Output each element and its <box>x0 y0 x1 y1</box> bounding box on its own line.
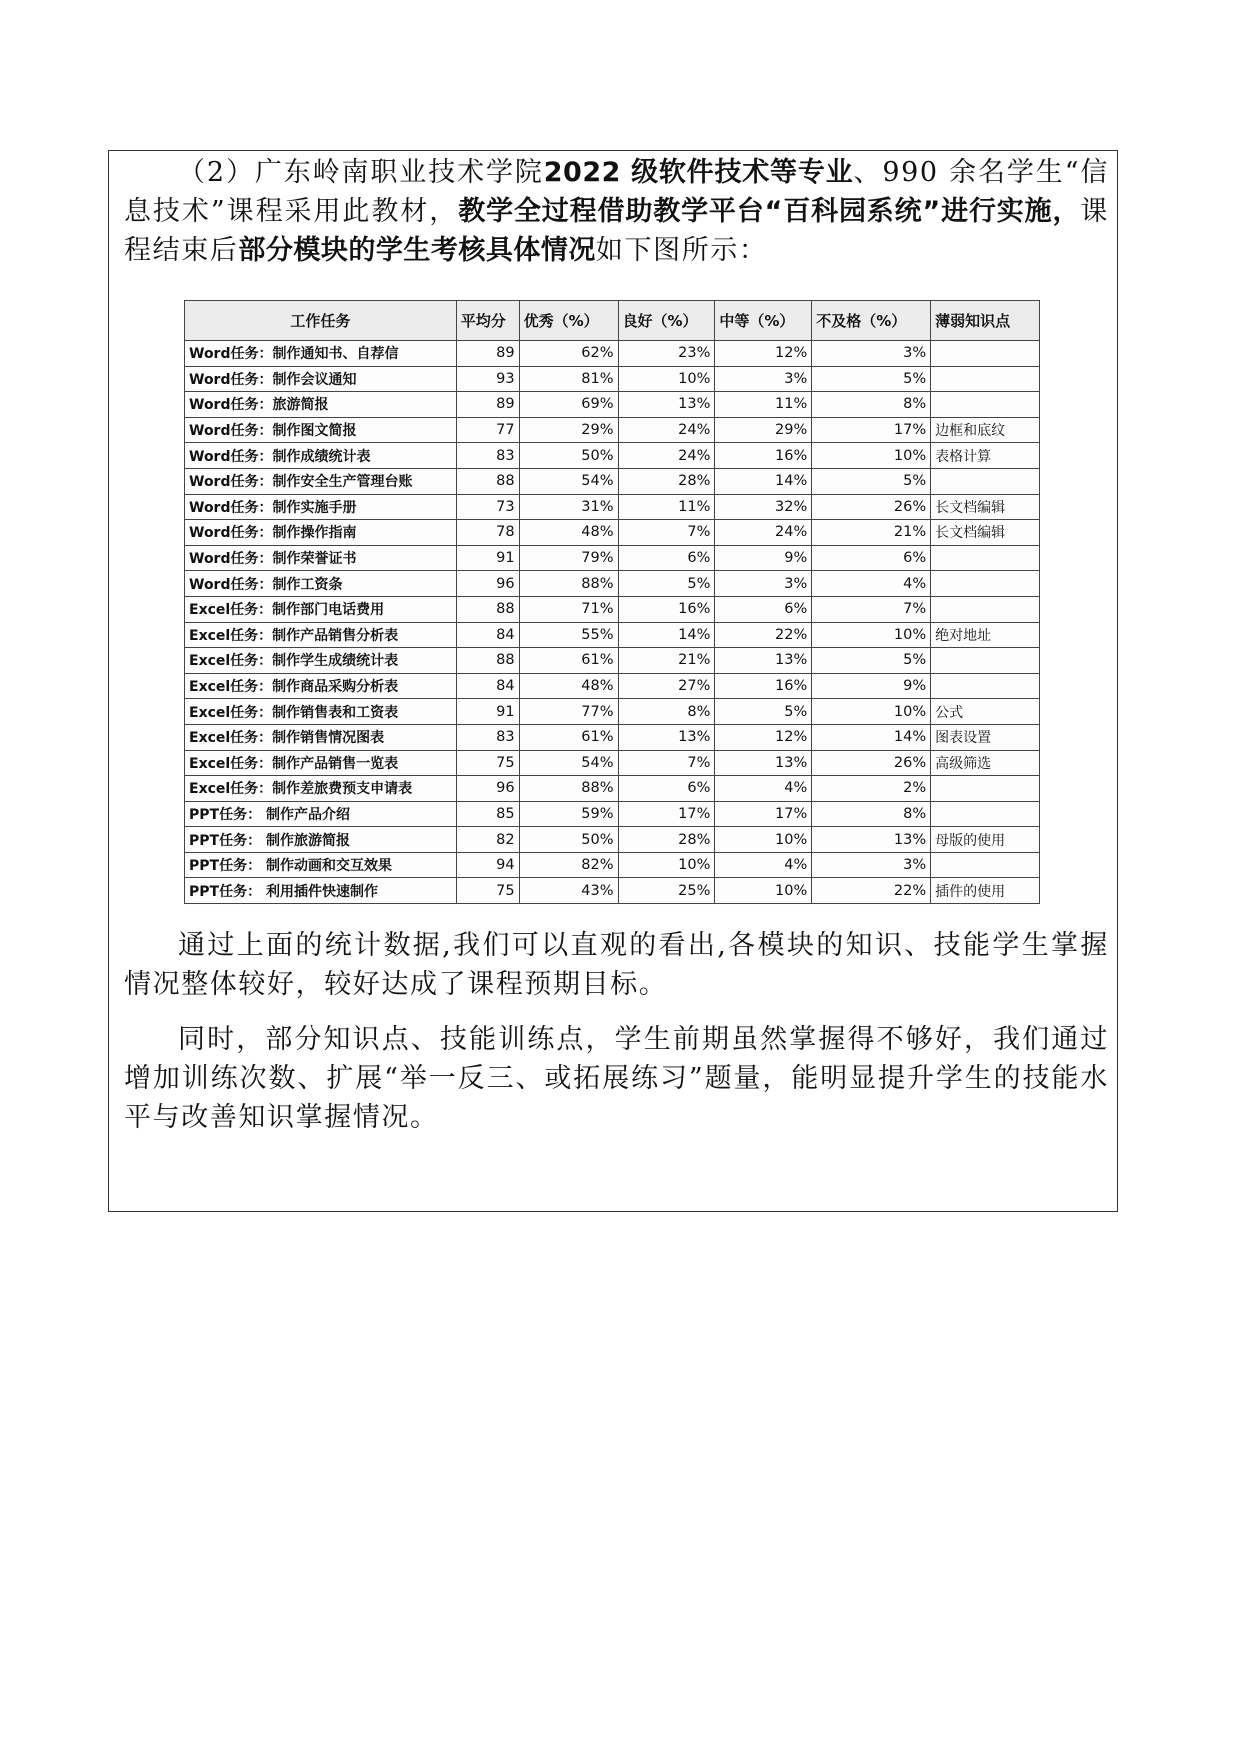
cell-good: 7% <box>618 750 715 776</box>
cell-task: Excel任务：制作产品销售分析表 <box>185 622 457 648</box>
cell-task: Excel任务：制作商品采购分析表 <box>185 673 457 699</box>
assessment-table <box>184 300 1040 904</box>
cell-excellent: 79% <box>519 545 618 571</box>
cell-avg: 88 <box>456 648 519 674</box>
cell-weak <box>931 468 1040 494</box>
cell-excellent: 62% <box>519 341 618 367</box>
cell-task: Word任务：制作实施手册 <box>185 494 457 520</box>
cell-task: Word任务：制作安全生产管理台账 <box>185 468 457 494</box>
cell-avg: 78 <box>456 520 519 546</box>
cell-task: Excel任务：制作销售情况图表 <box>185 724 457 750</box>
cell-weak <box>931 776 1040 802</box>
cell-task: Word任务：制作通知书、自荐信 <box>185 341 457 367</box>
table-row <box>185 392 1040 418</box>
cell-weak: 母版的使用 <box>931 827 1040 853</box>
table-row <box>185 673 1040 699</box>
cell-good: 13% <box>618 724 715 750</box>
cell-weak: 长文档编辑 <box>931 494 1040 520</box>
cell-avg: 84 <box>456 673 519 699</box>
cell-fail: 4% <box>812 571 931 597</box>
cell-good: 17% <box>618 801 715 827</box>
cell-excellent: 61% <box>519 648 618 674</box>
cell-good: 23% <box>618 341 715 367</box>
assessment-table-image <box>184 300 1040 905</box>
cell-fail: 9% <box>812 673 931 699</box>
cell-medium: 16% <box>715 673 812 699</box>
cell-medium: 16% <box>715 443 812 469</box>
table-row <box>185 622 1040 648</box>
cell-good: 16% <box>618 596 715 622</box>
cell-weak: 边框和底纹 <box>931 417 1040 443</box>
cell-weak <box>931 545 1040 571</box>
cell-excellent: 88% <box>519 571 618 597</box>
table-row <box>185 341 1040 367</box>
cell-avg: 91 <box>456 545 519 571</box>
table-row <box>185 852 1040 878</box>
cell-medium: 9% <box>715 545 812 571</box>
table-row <box>185 648 1040 674</box>
cell-fail: 3% <box>812 341 931 367</box>
cell-avg: 96 <box>456 571 519 597</box>
cell-good: 28% <box>618 827 715 853</box>
cell-weak: 插件的使用 <box>931 878 1040 904</box>
cell-fail: 10% <box>812 622 931 648</box>
cell-fail: 10% <box>812 443 931 469</box>
cell-medium: 3% <box>715 571 812 597</box>
cell-medium: 32% <box>715 494 812 520</box>
cell-medium: 6% <box>715 596 812 622</box>
cell-avg: 93 <box>456 366 519 392</box>
cell-fail: 26% <box>812 494 931 520</box>
cell-fail: 8% <box>812 392 931 418</box>
table-row <box>185 596 1040 622</box>
cell-avg: 96 <box>456 776 519 802</box>
cell-medium: 13% <box>715 648 812 674</box>
table-row <box>185 827 1040 853</box>
cell-medium: 12% <box>715 341 812 367</box>
cell-task: Excel任务：制作学生成绩统计表 <box>185 648 457 674</box>
cell-good: 13% <box>618 392 715 418</box>
cell-fail: 21% <box>812 520 931 546</box>
table-row <box>185 468 1040 494</box>
cell-medium: 17% <box>715 801 812 827</box>
table-row <box>185 699 1040 725</box>
cell-good: 24% <box>618 417 715 443</box>
table-header-row <box>185 301 1040 341</box>
cell-task: Word任务：制作操作指南 <box>185 520 457 546</box>
cell-avg: 75 <box>456 750 519 776</box>
cell-avg: 89 <box>456 341 519 367</box>
cell-good: 14% <box>618 622 715 648</box>
conclusion-paragraph-1: 通过上面的统计数据,我们可以直观的看出,各模块的知识、技能学生掌握情况整体较好，较好达成了课程预期目标。 <box>124 930 1109 1000</box>
cell-excellent: 77% <box>519 699 618 725</box>
cell-excellent: 50% <box>519 827 618 853</box>
cell-excellent: 82% <box>519 852 618 878</box>
cell-excellent: 31% <box>519 494 618 520</box>
cell-good: 6% <box>618 776 715 802</box>
cell-fail: 14% <box>812 724 931 750</box>
cell-medium: 4% <box>715 852 812 878</box>
cell-weak <box>931 852 1040 878</box>
cell-excellent: 50% <box>519 443 618 469</box>
intro-grade-bold: 2022 级软件技术等专业 <box>543 157 854 188</box>
cell-excellent: 81% <box>519 366 618 392</box>
cell-weak: 高级筛选 <box>931 750 1040 776</box>
table-row <box>185 494 1040 520</box>
cell-avg: 83 <box>456 724 519 750</box>
cell-medium: 5% <box>715 699 812 725</box>
intro-prefix: （2）广东岭南职业技术学院 <box>178 157 544 188</box>
cell-task: Word任务：旅游简报 <box>185 392 457 418</box>
intro-after: 课程结束后 <box>124 196 1109 266</box>
cell-task: PPT任务： 制作动画和交互效果 <box>185 852 457 878</box>
cell-good: 28% <box>618 468 715 494</box>
cell-medium: 11% <box>715 392 812 418</box>
cell-medium: 13% <box>715 750 812 776</box>
table-row <box>185 366 1040 392</box>
intro-paragraph <box>124 153 1109 270</box>
cell-avg: 82 <box>456 827 519 853</box>
cell-fail: 2% <box>812 776 931 802</box>
cell-excellent: 71% <box>519 596 618 622</box>
cell-avg: 89 <box>456 392 519 418</box>
cell-task: Word任务：制作成绩统计表 <box>185 443 457 469</box>
cell-medium: 29% <box>715 417 812 443</box>
cell-task: PPT任务： 制作产品介绍 <box>185 801 457 827</box>
cell-fail: 22% <box>812 878 931 904</box>
cell-avg: 94 <box>456 852 519 878</box>
cell-excellent: 61% <box>519 724 618 750</box>
cell-weak <box>931 571 1040 597</box>
cell-fail: 13% <box>812 827 931 853</box>
cell-avg: 84 <box>456 622 519 648</box>
cell-avg: 88 <box>456 596 519 622</box>
cell-task: Word任务：制作工资条 <box>185 571 457 597</box>
table-row <box>185 571 1040 597</box>
conclusion-paragraph-2: 同时，部分知识点、技能训练点，学生前期虽然掌握得不够好，我们通过增加训练次数、扩展“举一反三、或拓展练习”题量，能明显提升学生的技能水平与改善知识掌握情况。 <box>124 1024 1109 1133</box>
intro-suffix: 如下图所示： <box>595 235 768 266</box>
cell-medium: 4% <box>715 776 812 802</box>
cell-fail: 17% <box>812 417 931 443</box>
cell-excellent: 54% <box>519 750 618 776</box>
table-row <box>185 545 1040 571</box>
cell-excellent: 69% <box>519 392 618 418</box>
cell-excellent: 54% <box>519 468 618 494</box>
cell-fail: 5% <box>812 366 931 392</box>
cell-excellent: 88% <box>519 776 618 802</box>
cell-task: Excel任务：制作产品销售一览表 <box>185 750 457 776</box>
cell-avg: 85 <box>456 801 519 827</box>
cell-avg: 73 <box>456 494 519 520</box>
header-excellent: 优秀（%） <box>519 301 618 341</box>
cell-excellent: 29% <box>519 417 618 443</box>
table-row <box>185 417 1040 443</box>
cell-good: 8% <box>618 699 715 725</box>
intro-middle: 、990 余名学生“信息技术”课程采用此教材， <box>124 157 1109 227</box>
cell-avg: 75 <box>456 878 519 904</box>
header-avg: 平均分 <box>456 301 519 341</box>
cell-excellent: 48% <box>519 673 618 699</box>
table-row <box>185 801 1040 827</box>
cell-weak <box>931 673 1040 699</box>
table-row <box>185 776 1040 802</box>
cell-weak: 绝对地址 <box>931 622 1040 648</box>
cell-good: 25% <box>618 878 715 904</box>
cell-fail: 10% <box>812 699 931 725</box>
cell-weak <box>931 596 1040 622</box>
table-row <box>185 443 1040 469</box>
cell-fail: 26% <box>812 750 931 776</box>
cell-good: 5% <box>618 571 715 597</box>
cell-good: 11% <box>618 494 715 520</box>
header-good: 良好（%） <box>618 301 715 341</box>
header-weak: 薄弱知识点 <box>931 301 1040 341</box>
cell-fail: 6% <box>812 545 931 571</box>
intro-process-bold: 教学全过程借助教学平台“百科园系统”进行实施， <box>458 196 1081 227</box>
cell-good: 10% <box>618 852 715 878</box>
cell-medium: 10% <box>715 827 812 853</box>
cell-weak <box>931 801 1040 827</box>
table-row <box>185 520 1040 546</box>
cell-task: Word任务：制作会议通知 <box>185 366 457 392</box>
cell-medium: 3% <box>715 366 812 392</box>
table-row <box>185 750 1040 776</box>
cell-medium: 14% <box>715 468 812 494</box>
cell-good: 27% <box>618 673 715 699</box>
cell-excellent: 55% <box>519 622 618 648</box>
intro-modules-bold: 部分模块的学生考核具体情况 <box>238 235 596 266</box>
cell-good: 6% <box>618 545 715 571</box>
table-body <box>185 341 1040 904</box>
cell-medium: 12% <box>715 724 812 750</box>
cell-medium: 10% <box>715 878 812 904</box>
cell-fail: 8% <box>812 801 931 827</box>
header-task: 工作任务 <box>185 301 457 341</box>
cell-weak: 公式 <box>931 699 1040 725</box>
cell-task: Word任务：制作图文简报 <box>185 417 457 443</box>
cell-medium: 22% <box>715 622 812 648</box>
cell-weak <box>931 648 1040 674</box>
cell-task: Excel任务：制作销售表和工资表 <box>185 699 457 725</box>
header-medium: 中等（%） <box>715 301 812 341</box>
cell-task: Excel任务：制作差旅费预支申请表 <box>185 776 457 802</box>
cell-weak <box>931 392 1040 418</box>
cell-task: PPT任务： 制作旅游简报 <box>185 827 457 853</box>
table-row <box>185 724 1040 750</box>
cell-task: PPT任务： 利用插件快速制作 <box>185 878 457 904</box>
cell-medium: 24% <box>715 520 812 546</box>
table-row <box>185 878 1040 904</box>
cell-weak: 图表设置 <box>931 724 1040 750</box>
cell-fail: 5% <box>812 648 931 674</box>
cell-avg: 83 <box>456 443 519 469</box>
cell-task: Word任务：制作荣誉证书 <box>185 545 457 571</box>
cell-weak <box>931 341 1040 367</box>
cell-fail: 7% <box>812 596 931 622</box>
cell-weak <box>931 366 1040 392</box>
cell-fail: 5% <box>812 468 931 494</box>
header-fail: 不及格（%） <box>812 301 931 341</box>
cell-good: 21% <box>618 648 715 674</box>
cell-good: 10% <box>618 366 715 392</box>
cell-avg: 77 <box>456 417 519 443</box>
cell-good: 24% <box>618 443 715 469</box>
cell-fail: 3% <box>812 852 931 878</box>
cell-excellent: 48% <box>519 520 618 546</box>
cell-avg: 88 <box>456 468 519 494</box>
cell-task: Excel任务：制作部门电话费用 <box>185 596 457 622</box>
cell-weak: 表格计算 <box>931 443 1040 469</box>
cell-weak: 长文档编辑 <box>931 520 1040 546</box>
cell-avg: 91 <box>456 699 519 725</box>
cell-excellent: 59% <box>519 801 618 827</box>
cell-good: 7% <box>618 520 715 546</box>
cell-excellent: 43% <box>519 878 618 904</box>
